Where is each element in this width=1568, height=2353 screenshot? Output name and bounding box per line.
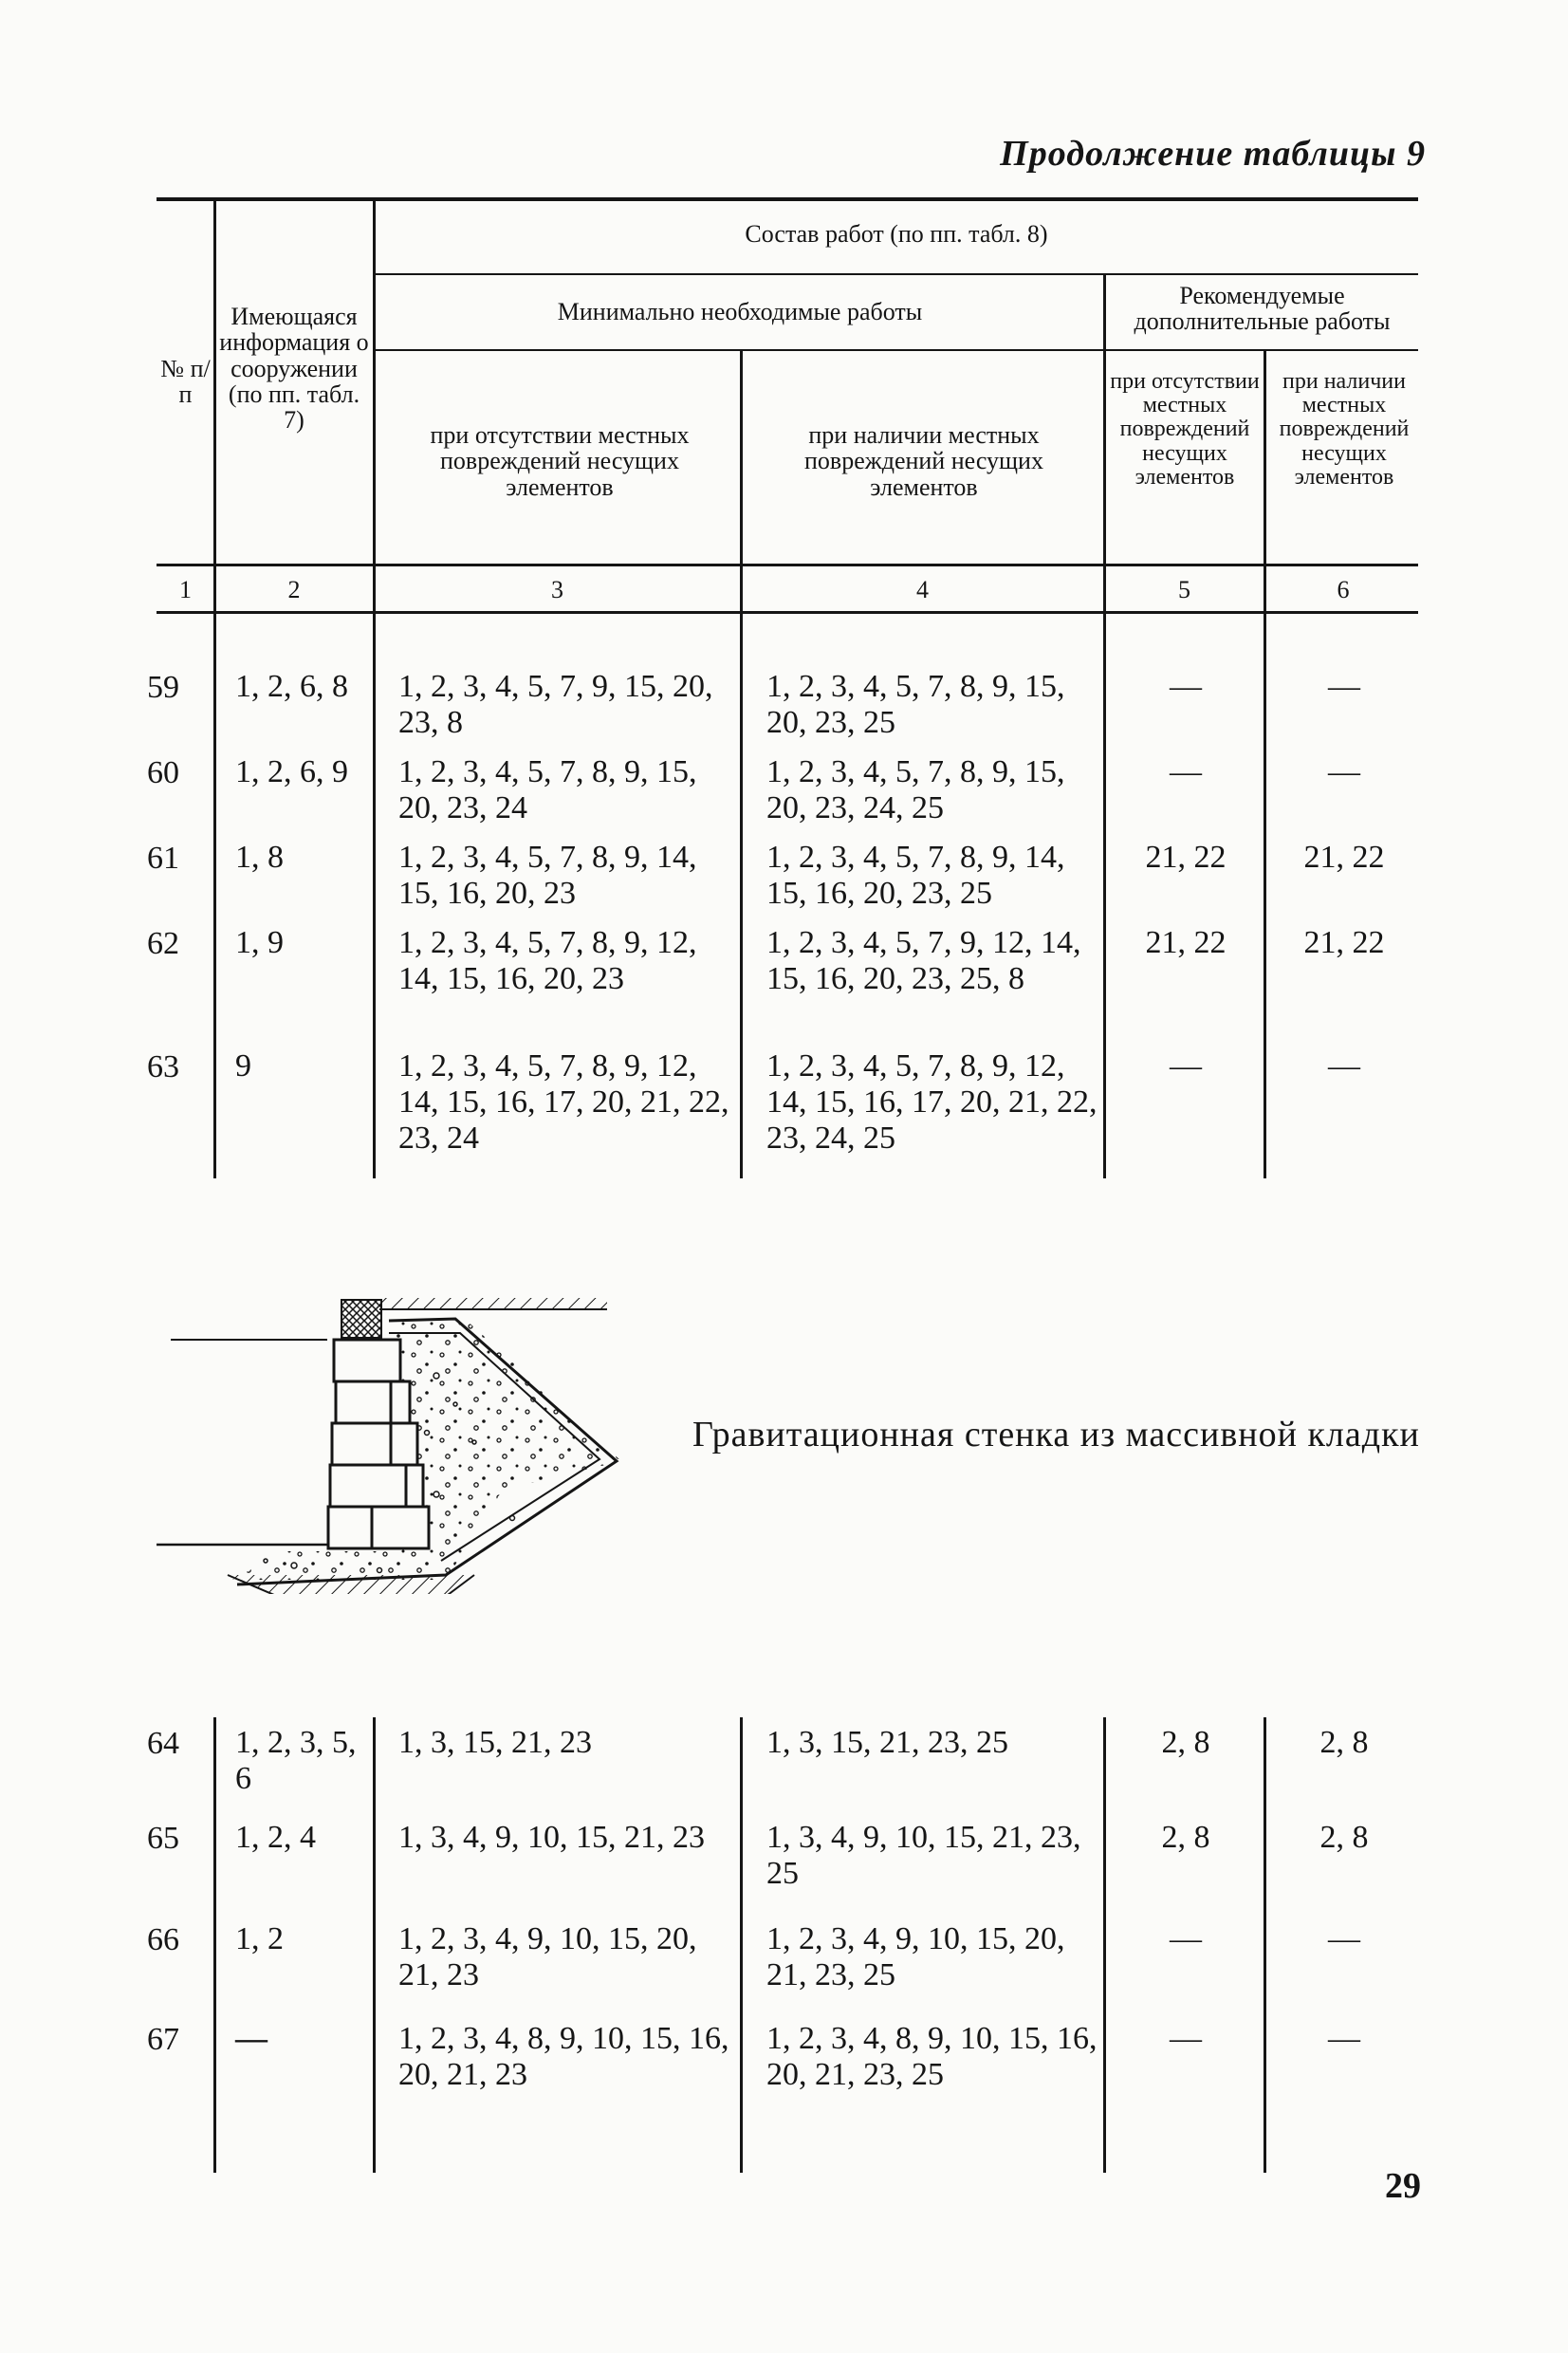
row-min-no-damage: 1, 3, 4, 9, 10, 15, 21, 23	[398, 1820, 705, 1855]
row-min-no-damage: 1, 3, 15, 21, 23	[398, 1725, 592, 1760]
row-min-damage: 1, 2, 3, 4, 5, 7, 8, 9, 12, 14, 15, 16, 17, 20, 21, 22, 23, 24, 25	[766, 1048, 1098, 1156]
row-min-damage: 1, 2, 3, 4, 9, 10, 15, 20, 21, 23, 25	[766, 1921, 1065, 1992]
row-rec-no-damage: —	[1170, 754, 1202, 789]
col-divider-5	[1264, 351, 1266, 1178]
header-bottom-rule	[157, 564, 1418, 566]
header-recommended: Рекомендуемые дополнительные работы	[1134, 282, 1391, 336]
col-divider-4	[1103, 275, 1106, 1178]
row-rec-damage: —	[1328, 2021, 1360, 2056]
row-info: 1, 2, 4	[235, 1820, 316, 1855]
row-rec-damage: 21, 22	[1303, 925, 1385, 960]
page-number: 29	[1385, 2166, 1421, 2206]
row-number: 62	[147, 926, 179, 961]
row-min-damage: 1, 3, 4, 9, 10, 15, 21, 23, 25	[766, 1820, 1081, 1891]
table-top-rule	[157, 197, 1418, 201]
row-rec-no-damage: —	[1170, 669, 1202, 704]
col-divider-3-bottom	[740, 1717, 743, 2173]
row-rec-damage: —	[1328, 1048, 1360, 1084]
header-min-no-damage: при отсутствии местных повреждений несущих элементов	[430, 421, 690, 501]
row-min-damage: 1, 2, 3, 4, 5, 7, 8, 9, 15, 20, 23, 24, 25	[766, 754, 1065, 825]
row-min-no-damage: 1, 2, 3, 4, 5, 7, 8, 9, 14, 15, 16, 20, 23	[398, 840, 697, 911]
column-number: 3	[551, 576, 563, 603]
col-divider-1	[213, 201, 216, 1178]
header-rec-no-damage: при отсутствии местных повреждений несущих элементов	[1110, 369, 1260, 490]
row-info: 1, 2, 6, 9	[235, 754, 348, 789]
row-min-no-damage: 1, 2, 3, 4, 5, 7, 8, 9, 12, 14, 15, 16, 17, 20, 21, 22, 23, 24	[398, 1048, 729, 1156]
row-min-no-damage: 1, 2, 3, 4, 5, 7, 8, 9, 12, 14, 15, 16, 20, 23	[398, 925, 697, 996]
row-info: 1, 9	[235, 925, 284, 960]
header-rec-damage: при наличии местных повреждений несущих элементов	[1279, 369, 1410, 490]
column-number: 1	[179, 576, 192, 603]
row-info: —	[235, 2021, 267, 2056]
column-number: 5	[1178, 576, 1190, 603]
col-divider-5-bottom	[1264, 1717, 1266, 2173]
row-info: 1, 2, 3, 5, 6	[235, 1725, 357, 1796]
column-number: 4	[916, 576, 929, 603]
col-divider-2	[373, 201, 376, 1178]
column-number: 6	[1337, 576, 1350, 603]
header-col-info: Имеющаяся информация о сооружении (по пп. табл. 7)	[219, 303, 369, 435]
row-rec-no-damage: —	[1170, 1048, 1202, 1084]
row-number: 59	[147, 670, 179, 705]
row-min-damage: 1, 2, 3, 4, 5, 7, 8, 9, 15, 20, 23, 25	[766, 669, 1065, 740]
col-divider-2-bottom	[373, 1717, 376, 2173]
row-min-damage: 1, 3, 15, 21, 23, 25	[766, 1725, 1008, 1760]
row-number: 67	[147, 2022, 179, 2057]
row-info: 1, 8	[235, 840, 284, 875]
row-min-damage: 1, 2, 3, 4, 5, 7, 9, 12, 14, 15, 16, 20, 23, 25, 8	[766, 925, 1081, 996]
row-min-no-damage: 1, 2, 3, 4, 8, 9, 10, 15, 16, 20, 21, 23	[398, 2021, 729, 2092]
header-min-damage: при наличии местных повреждений несущих элементов	[804, 421, 1043, 501]
row-min-no-damage: 1, 2, 3, 4, 9, 10, 15, 20, 21, 23	[398, 1921, 697, 1992]
gravity-wall-figure	[152, 1290, 645, 1594]
col-divider-4-bottom	[1103, 1717, 1106, 2173]
row-number: 60	[147, 755, 179, 790]
row-rec-damage: —	[1328, 754, 1360, 789]
row-number: 66	[147, 1922, 179, 1957]
row-min-damage: 1, 2, 3, 4, 5, 7, 8, 9, 14, 15, 16, 20, 23, 25	[766, 840, 1065, 911]
column-number: 2	[287, 576, 301, 603]
row-rec-no-damage: 2, 8	[1161, 1725, 1210, 1760]
row-rec-damage: —	[1328, 669, 1360, 704]
row-number: 63	[147, 1049, 179, 1084]
row-rec-damage: 2, 8	[1319, 1820, 1369, 1855]
header-col-no: № п/п	[160, 355, 211, 409]
row-rec-no-damage: —	[1170, 2021, 1202, 2056]
composition-rule	[375, 273, 1418, 275]
col-divider-3	[740, 351, 743, 1178]
row-rec-damage: 21, 22	[1303, 840, 1385, 875]
row-info: 1, 2	[235, 1921, 284, 1956]
header-composition: Состав работ (по пп. табл. 8)	[745, 220, 1048, 248]
row-number: 64	[147, 1726, 179, 1761]
row-info: 1, 2, 6, 8	[235, 669, 348, 704]
row-rec-no-damage: 2, 8	[1161, 1820, 1210, 1855]
col-divider-1-bottom	[213, 1717, 216, 2173]
row-rec-no-damage: 21, 22	[1145, 925, 1227, 960]
row-number: 61	[147, 841, 179, 876]
figure-caption: Гравитационная стенка из массивной кладки	[692, 1415, 1420, 1454]
row-number: 65	[147, 1821, 179, 1856]
row-rec-damage: 2, 8	[1319, 1725, 1369, 1760]
table-continuation-title: Продолжение таблицы 9	[1000, 134, 1426, 174]
subheader-rule	[375, 349, 1418, 351]
row-rec-damage: —	[1328, 1921, 1360, 1956]
row-min-no-damage: 1, 2, 3, 4, 5, 7, 8, 9, 15, 20, 23, 24	[398, 754, 697, 825]
row-min-damage: 1, 2, 3, 4, 8, 9, 10, 15, 16, 20, 21, 23, 25	[766, 2021, 1098, 2092]
row-info: 9	[235, 1048, 251, 1084]
column-number-rule	[157, 611, 1418, 614]
row-rec-no-damage: 21, 22	[1145, 840, 1227, 875]
header-minimal: Минимально необходимые работы	[557, 298, 923, 325]
row-min-no-damage: 1, 2, 3, 4, 5, 7, 9, 15, 20, 23, 8	[398, 669, 713, 740]
row-rec-no-damage: —	[1170, 1921, 1202, 1956]
